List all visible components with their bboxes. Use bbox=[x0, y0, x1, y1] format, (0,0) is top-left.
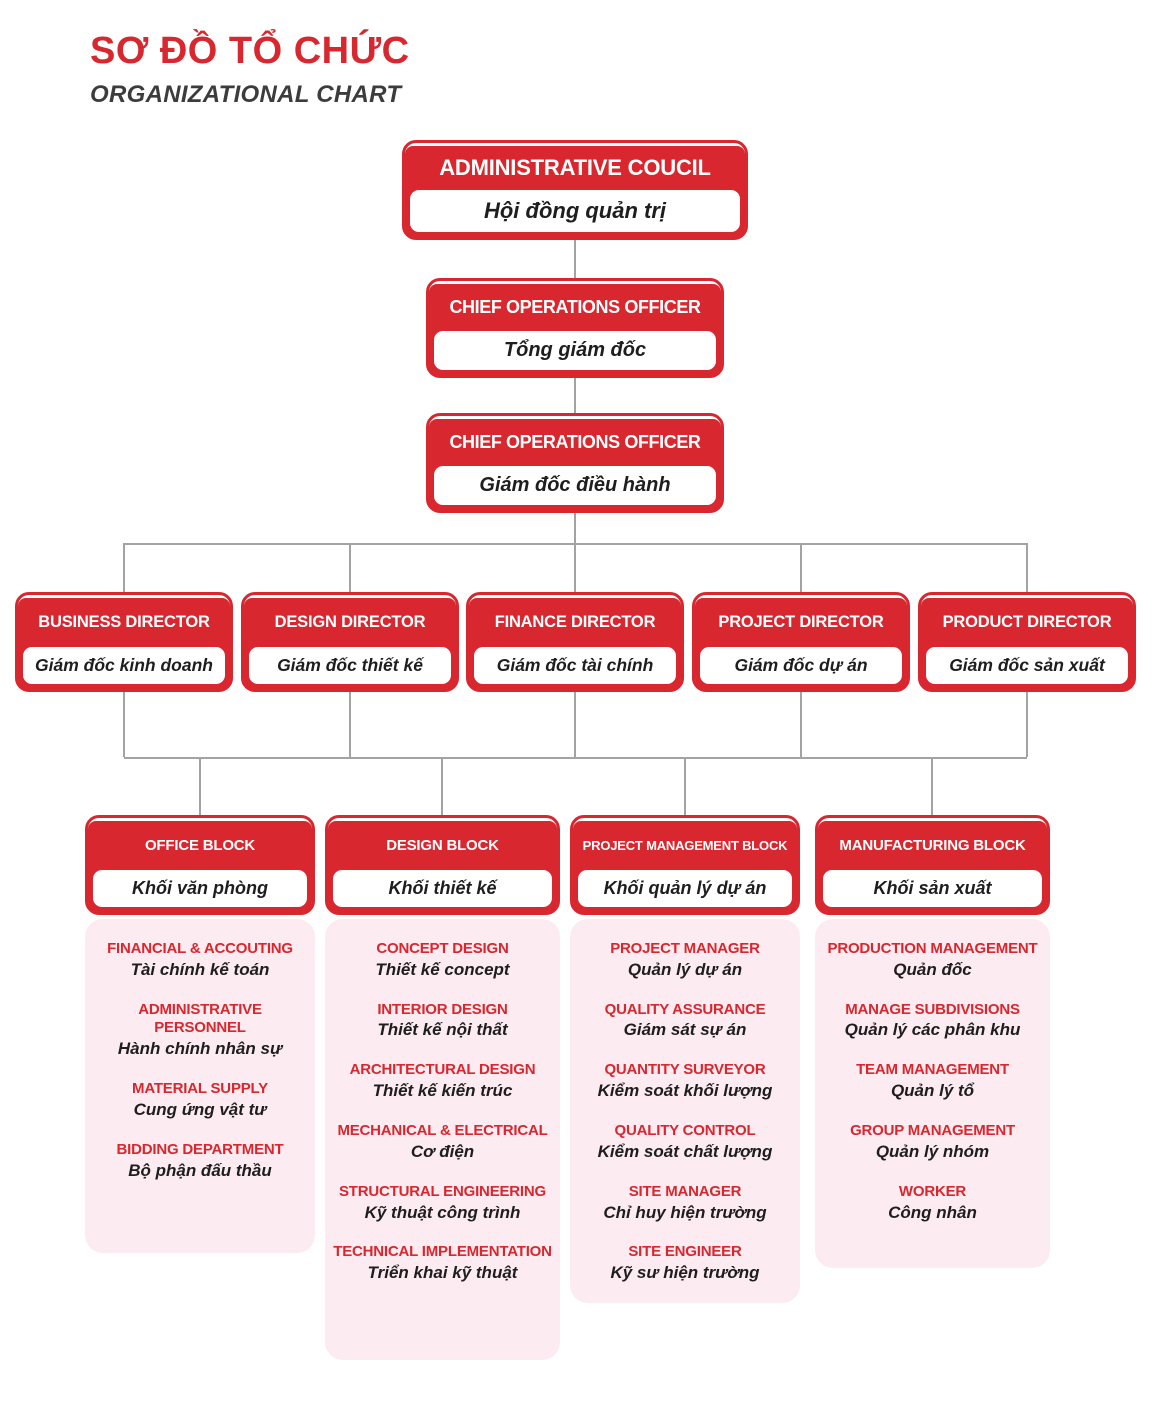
department-name-vi: Công nhân bbox=[888, 1202, 977, 1222]
connector-line bbox=[574, 692, 576, 757]
department-name-en: QUANTITY SURVEYOR bbox=[604, 1061, 766, 1079]
department-item bbox=[578, 1001, 792, 1043]
node-title-vi: Giám đốc thiết kế bbox=[249, 647, 451, 684]
department-item bbox=[333, 1122, 552, 1164]
department-item bbox=[93, 1141, 307, 1183]
org-node-business-director bbox=[15, 592, 233, 692]
department-item bbox=[578, 1243, 792, 1285]
node-title-en: PROJECT MANAGEMENT BLOCK bbox=[582, 838, 788, 853]
department-name-en: QUALITY CONTROL bbox=[614, 1122, 756, 1140]
department-item bbox=[578, 1061, 792, 1103]
project-management-block-panel bbox=[570, 919, 800, 1303]
connector-line bbox=[800, 692, 802, 757]
department-name-vi: Hành chính nhân sự bbox=[117, 1039, 283, 1059]
node-fill bbox=[429, 284, 721, 375]
department-item bbox=[333, 1061, 552, 1103]
connector-line bbox=[441, 757, 443, 815]
department-name-vi: Quản đốc bbox=[893, 959, 972, 979]
department-item bbox=[578, 940, 792, 982]
department-item bbox=[93, 1001, 307, 1061]
connector-line bbox=[1026, 543, 1028, 592]
department-name-en: WORKER bbox=[898, 1182, 967, 1200]
department-name-vi: Chỉ huy hiện trường bbox=[603, 1202, 767, 1222]
department-item bbox=[333, 1243, 552, 1285]
department-name-vi: Kỹ thuật công trình bbox=[364, 1202, 521, 1222]
connector-line bbox=[574, 378, 576, 413]
department-name-en: FINANCIAL & ACCOUTING bbox=[107, 940, 293, 957]
connector-line bbox=[349, 692, 351, 757]
page-title-block bbox=[90, 30, 410, 109]
department-name-en: PRODUCTION MANAGEMENT bbox=[827, 940, 1038, 957]
manufacturing-block-panel bbox=[815, 919, 1050, 1268]
connector-line bbox=[123, 543, 125, 592]
department-name-en: MATERIAL SUPPLY bbox=[132, 1080, 268, 1098]
node-title-en: ADMINISTRATIVE COUCIL bbox=[439, 155, 711, 180]
node-title-vi: Khối sản xuất bbox=[823, 870, 1042, 907]
design-block-panel bbox=[325, 919, 560, 1360]
department-item bbox=[578, 1183, 792, 1225]
connector-line bbox=[574, 240, 576, 278]
department-item bbox=[333, 940, 552, 982]
node-fill bbox=[818, 821, 1047, 912]
department-name-vi: Thiết kế concept bbox=[375, 959, 510, 979]
node-title-en: OFFICE BLOCK bbox=[144, 837, 256, 854]
department-name-en: MECHANICAL & ELECTRICAL bbox=[337, 1122, 548, 1140]
connector-line bbox=[574, 513, 576, 543]
department-name-en: ADMINISTRATIVE PERSONNEL bbox=[138, 1000, 262, 1037]
node-fill bbox=[695, 598, 907, 689]
department-name-en: BIDDING DEPARTMENT bbox=[116, 1140, 284, 1158]
connector-line bbox=[574, 543, 576, 592]
department-name-vi: Quản lý dự án bbox=[627, 959, 743, 979]
department-item bbox=[823, 1122, 1042, 1164]
department-name-vi: Kiểm soát khối lượng bbox=[597, 1081, 773, 1101]
department-item bbox=[823, 1061, 1042, 1103]
department-name-vi: Cơ điện bbox=[410, 1141, 475, 1161]
node-title-en: DESIGN DIRECTOR bbox=[274, 613, 426, 631]
connector-line bbox=[1026, 692, 1028, 757]
connector-line bbox=[349, 543, 351, 592]
department-name-vi: Kiểm soát chất lượng bbox=[597, 1141, 773, 1161]
node-title-en: PRODUCT DIRECTOR bbox=[942, 613, 1112, 631]
department-name-vi: Kỹ sư hiện trường bbox=[610, 1263, 760, 1283]
node-fill bbox=[921, 598, 1133, 689]
node-title-en: BUSINESS DIRECTOR bbox=[38, 613, 210, 631]
node-title-vi: Hội đồng quản trị bbox=[410, 190, 740, 232]
org-node-administrative-council bbox=[402, 140, 748, 240]
node-title-vi: Giám đốc tài chính bbox=[474, 647, 676, 684]
department-name-vi: Triển khai kỹ thuật bbox=[367, 1263, 518, 1283]
department-name-vi: Quản lý tổ bbox=[890, 1081, 975, 1101]
department-name-en: TECHNICAL IMPLEMENTATION bbox=[333, 1243, 552, 1261]
node-fill bbox=[469, 598, 681, 689]
department-item bbox=[823, 940, 1042, 982]
department-name-vi: Quản lý nhóm bbox=[875, 1141, 990, 1161]
node-fill bbox=[244, 598, 456, 689]
department-name-en: ARCHITECTURAL DESIGN bbox=[349, 1061, 536, 1079]
connector-line bbox=[123, 692, 125, 757]
node-title-en: CHIEF OPERATIONS OFFICER bbox=[449, 297, 701, 317]
department-name-en: TEAM MANAGEMENT bbox=[856, 1061, 1009, 1079]
org-node-chief-operations-officer bbox=[426, 278, 724, 378]
department-item bbox=[823, 1183, 1042, 1225]
department-name-vi: Cung ứng vật tư bbox=[133, 1099, 267, 1119]
node-title-vi: Khối thiết kế bbox=[333, 870, 552, 907]
office-block-panel bbox=[85, 919, 315, 1253]
org-node-manufacturing-block bbox=[815, 815, 1050, 915]
node-title-en: MANUFACTURING BLOCK bbox=[839, 837, 1026, 854]
department-name-en: QUALITY ASSURANCE bbox=[604, 1000, 766, 1018]
org-node-design-block bbox=[325, 815, 560, 915]
department-name-en: GROUP MANAGEMENT bbox=[850, 1122, 1015, 1140]
org-node-design-director bbox=[241, 592, 459, 692]
department-item bbox=[93, 1080, 307, 1122]
department-name-en: CONCEPT DESIGN bbox=[376, 940, 509, 957]
page-title: SƠ ĐỒ TỔ CHỨC bbox=[90, 30, 410, 72]
department-name-en: SITE ENGINEER bbox=[628, 1243, 742, 1261]
department-name-en: SITE MANAGER bbox=[628, 1182, 742, 1200]
connector-line bbox=[684, 757, 686, 815]
org-node-project-director bbox=[692, 592, 910, 692]
department-name-vi: Bộ phận đấu thầu bbox=[128, 1160, 272, 1180]
department-item bbox=[333, 1001, 552, 1043]
node-fill bbox=[573, 821, 797, 912]
department-item bbox=[93, 940, 307, 982]
node-fill bbox=[18, 598, 230, 689]
department-name-vi: Thiết kế kiến trúc bbox=[372, 1081, 513, 1101]
node-title-vi: Giám đốc dự án bbox=[700, 647, 902, 684]
node-title-en: PROJECT DIRECTOR bbox=[718, 613, 884, 631]
node-title-vi: Giám đốc điều hành bbox=[434, 466, 716, 505]
department-name-vi: Thiết kế nội thất bbox=[377, 1020, 508, 1040]
department-item bbox=[333, 1183, 552, 1225]
node-title-vi: Tổng giám đốc bbox=[434, 331, 716, 370]
connector-line bbox=[931, 757, 933, 815]
node-fill bbox=[405, 146, 745, 237]
node-title-en: FINANCE DIRECTOR bbox=[494, 613, 656, 631]
org-node-managing-director bbox=[426, 413, 724, 513]
org-node-project-management-block bbox=[570, 815, 800, 915]
department-item bbox=[578, 1122, 792, 1164]
node-title-en: DESIGN BLOCK bbox=[386, 837, 499, 854]
node-fill bbox=[328, 821, 557, 912]
node-fill bbox=[88, 821, 312, 912]
org-node-product-director bbox=[918, 592, 1136, 692]
connector-line bbox=[199, 757, 201, 815]
department-name-en: PROJECT MANAGER bbox=[610, 940, 760, 957]
org-node-office-block bbox=[85, 815, 315, 915]
page-subtitle: ORGANIZATIONAL CHART bbox=[90, 81, 402, 108]
department-name-en: INTERIOR DESIGN bbox=[377, 1000, 508, 1018]
node-title-vi: Khối văn phòng bbox=[93, 870, 307, 907]
node-title-vi: Khối quản lý dự án bbox=[578, 870, 792, 907]
node-fill bbox=[429, 419, 721, 510]
node-title-en: CHIEF OPERATIONS OFFICER bbox=[449, 432, 701, 452]
department-name-vi: Quản lý các phân khu bbox=[844, 1020, 1021, 1040]
org-node-finance-director bbox=[466, 592, 684, 692]
department-name-en: STRUCTURAL ENGINEERING bbox=[339, 1182, 546, 1200]
node-title-vi: Giám đốc kinh doanh bbox=[23, 647, 225, 684]
department-name-vi: Tài chính kế toán bbox=[130, 959, 270, 979]
department-item bbox=[823, 1001, 1042, 1043]
connector-line bbox=[124, 757, 1027, 759]
department-name-en: MANAGE SUBDIVISIONS bbox=[845, 1000, 1020, 1018]
node-title-vi: Giám đốc sản xuất bbox=[926, 647, 1128, 684]
connector-line bbox=[800, 543, 802, 592]
department-name-vi: Giám sát sự án bbox=[623, 1020, 747, 1040]
